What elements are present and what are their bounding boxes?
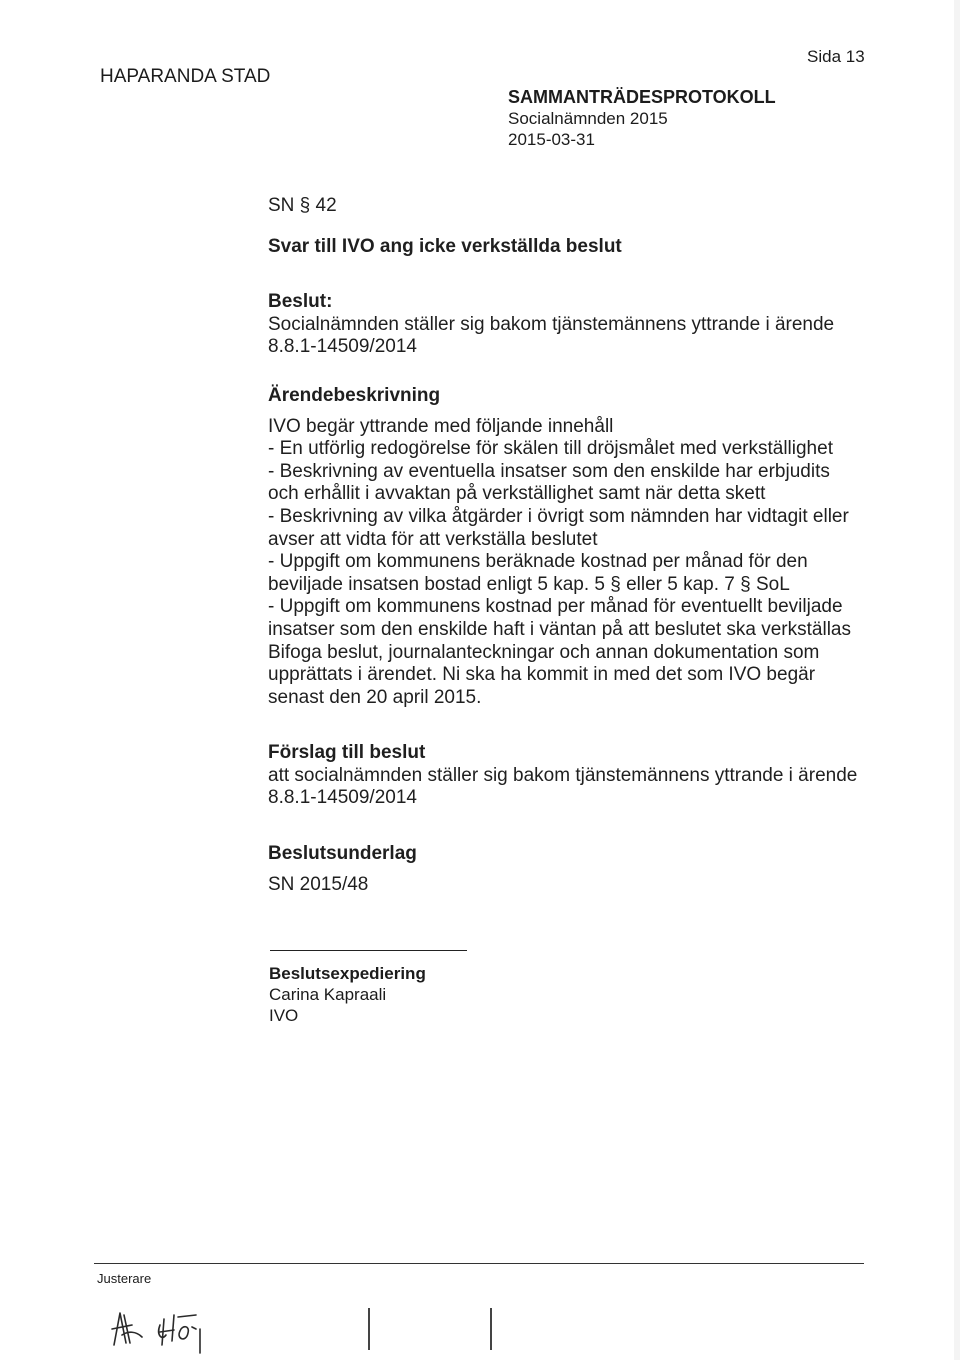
document-body <box>268 195 857 896</box>
beslutsunderlag-line: SN 2015/48 <box>268 873 369 895</box>
arende-line: och erhållit i avvaktan på verkställighet samt när detta skett <box>268 483 766 505</box>
protocol-title: SAMMANTRÄDESPROTOKOLL <box>508 87 776 107</box>
signature-divider <box>270 950 467 951</box>
justerare-signature <box>100 1285 250 1355</box>
arende-line: - Uppgift om kommunens beräknade kostnad per månad för den <box>268 551 808 573</box>
arende-line: - Uppgift om kommunens kostnad per månad för eventuellt beviljade <box>268 596 843 618</box>
section-number: SN § 42 <box>268 195 337 216</box>
forslag-line: 8.8.1-14509/2014 <box>268 787 417 809</box>
forslag-heading: Förslag till beslut <box>268 742 426 764</box>
arende-line: insatser som den enskilde haft i väntan på att beslutet ska verkställas <box>268 618 851 640</box>
arende-line: IVO begär yttrande med följande innehåll <box>268 415 614 437</box>
beslut-line: 8.8.1-14509/2014 <box>268 336 417 358</box>
arende-line: - En utförlig redogörelse för skälen till dröjsmålet med verkställighet <box>268 438 833 460</box>
arende-line: - Beskrivning av vilka åtgärder i övrigt som nämnden har vidtagit eller <box>268 505 849 527</box>
arende-line: avser att vidta för att verkställa beslutet <box>268 528 598 550</box>
expediering-recipient: IVO <box>269 1006 299 1025</box>
protocol-header <box>508 87 776 150</box>
beslut-line: Socialnämnden ställer sig bakom tjänstemännens yttrande i ärende <box>268 313 835 335</box>
arende-line: upprättats i ärendet. Ni ska ha kommit in med det som IVO begär <box>268 664 816 686</box>
arende-line: beviljade insatsen bostad enligt 5 kap. 5 § eller 5 kap. 7 § SoL <box>268 573 790 595</box>
arende-line: Bifoga beslut, journalanteckningar och annan dokumentation som <box>268 641 820 663</box>
meeting-date: 2015-03-31 <box>508 130 595 149</box>
beslut-heading: Beslut: <box>268 291 333 313</box>
beslutsexpediering-block <box>269 963 426 1026</box>
arende-line: - Beskrivning av eventuella insatser som den enskilde har erbjudits <box>268 460 830 482</box>
footer-rule <box>94 1263 864 1264</box>
justerare-label: Justerare <box>97 1271 152 1286</box>
arendebeskrivning-heading: Ärendebeskrivning <box>268 384 441 406</box>
page-number: Sida 13 <box>807 47 865 66</box>
section-title: Svar till IVO ang icke verkställda beslut <box>268 235 622 257</box>
signature-field-marker <box>490 1308 492 1350</box>
beslutsexpediering-heading: Beslutsexpediering <box>269 964 426 983</box>
beslutsunderlag-heading: Beslutsunderlag <box>268 843 417 865</box>
signature-field-marker <box>368 1308 370 1350</box>
body-name: Socialnämnden 2015 <box>508 109 668 128</box>
organization-name: HAPARANDA STAD <box>100 66 271 87</box>
forslag-line: att socialnämnden ställer sig bakom tjänstemännens yttrande i ärende <box>268 764 858 786</box>
arende-line: senast den 20 april 2015. <box>268 686 482 708</box>
page-edge-shadow <box>954 0 960 1360</box>
expediering-recipient: Carina Kapraali <box>269 985 387 1004</box>
